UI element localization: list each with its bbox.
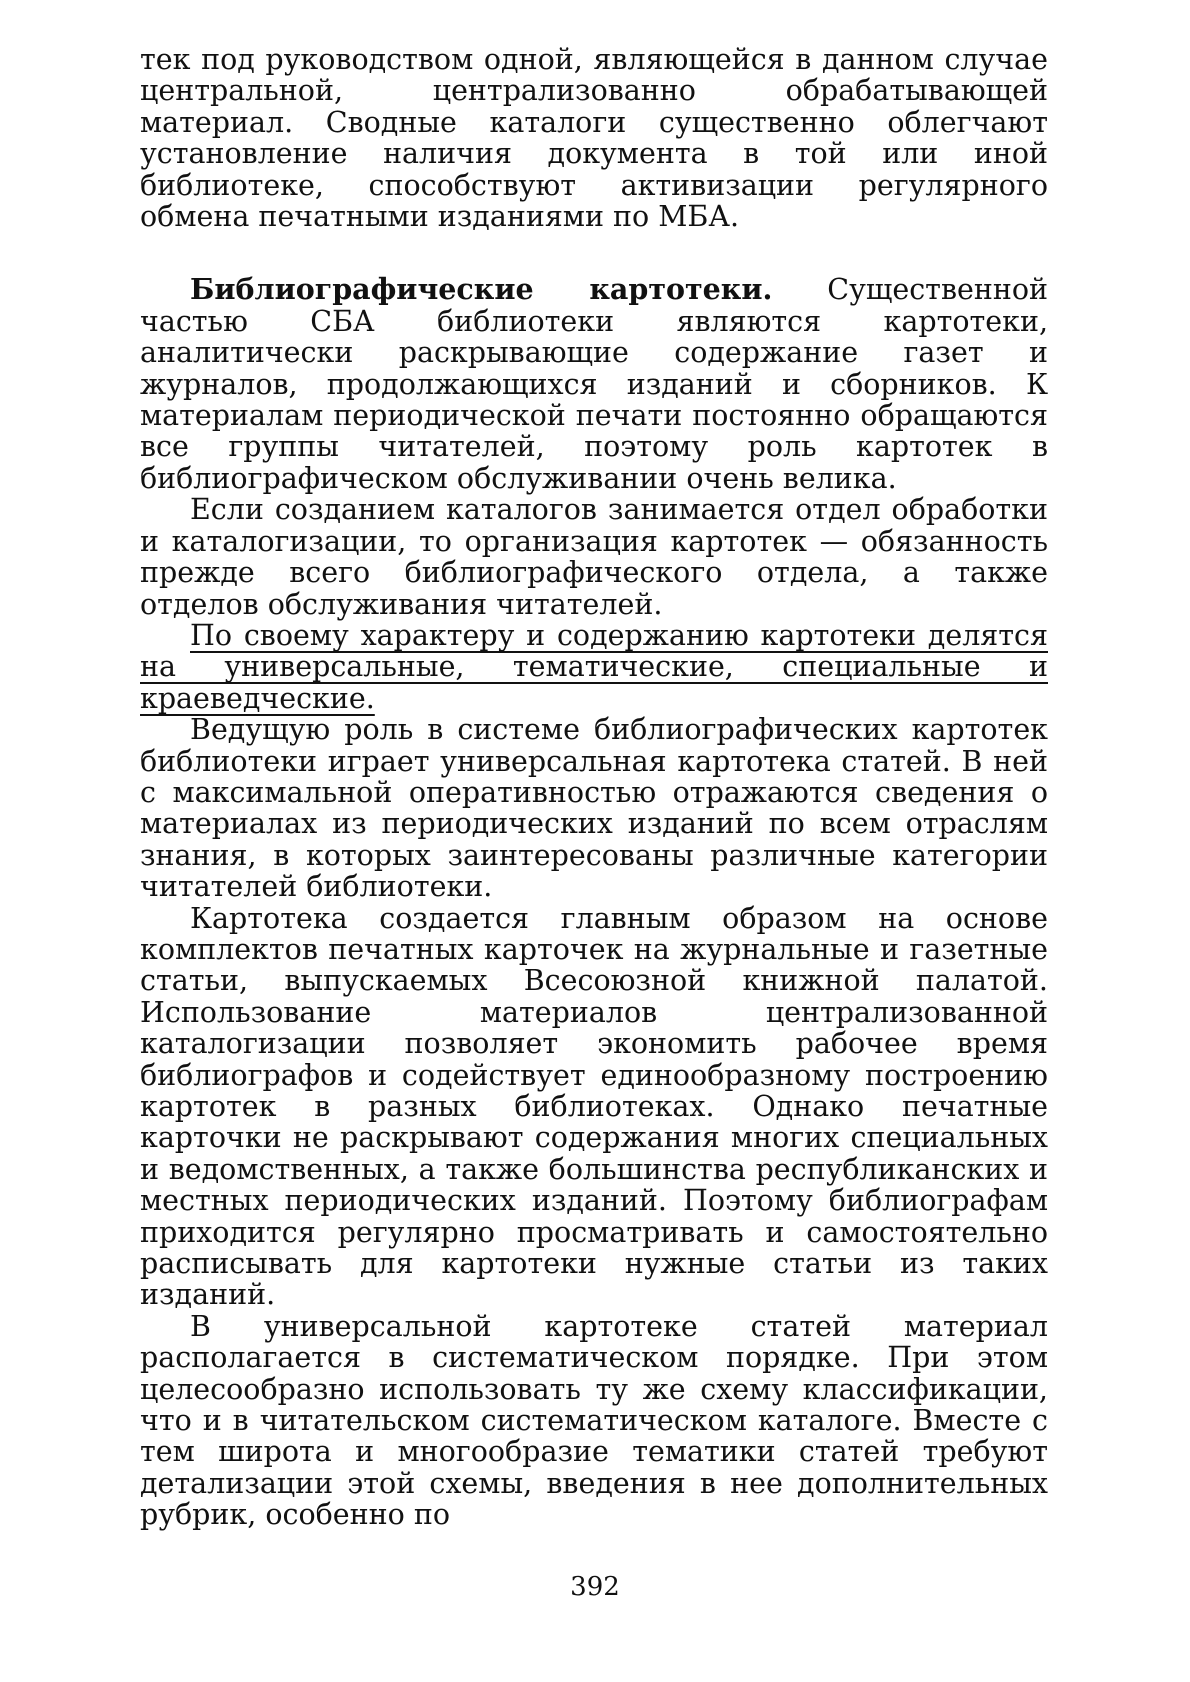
paragraph-5: Ведущую роль в системе библиографических картотек библиотеки играет универсальная картотека статей. В ней с максимальной оперативностью отражаются сведения о материалах из периодических изданий по всем отраслям знания, в которых заинтересованы различные категории читателей библиотеки. [140,713,1048,904]
page-number: 392 [570,1572,620,1602]
paragraph-3: Если созданием каталогов занимается отдел обработки и каталогизации, то организация картотек — обязанность прежде всего библиографического отдела, а также отделов обслуживания читателей. [140,493,1048,621]
paragraph-7: В универсальной картотеке статей материал располагается в систематическом порядке. При этом целесообразно использовать ту же схему классификации, что и в читательском систематическом каталоге. Вместе с тем широта и многообразие тематики статей требуют детализации этой схемы, введения в нее дополнительных рубрик, особенно по [140,1309,1048,1532]
section-heading: Библиографические картотеки. [190,272,773,307]
paragraph-4-text: По своему характеру и содержанию картотеки делятся на универсальные, тематические, специальные и краеведческие. [140,618,1048,715]
paragraph-1: тек под руководством одной, являющейся в данном случае центральной, централизованно обрабатывающей материал. Сводные каталоги существенно облегчают установление наличия документа в той или иной библиотеке, способствуют активизации регулярного обмена печатными изданиями по МБА. [140,43,1048,234]
paragraph-6: Картотека создается главным образом на основе комплектов печатных карточек на журнальные и газетные статьи, выпускаемых Всесоюзной книжной палатой. Использование материалов централизованной каталогизации позволяет экономить рабочее время библиографов и содействует единообразному построению картотек в разных библиотеках. Однако печатные карточки не раскрывают содержания многих специальных и ведомственных, а также большинства республиканских и местных периодических изданий. Поэтому библиографам приходится регулярно просматривать и самостоятельно расписывать для картотеки нужные статьи из таких изданий. [140,901,1048,1312]
paragraph-2-text: Существенной частью СБА библиотеки являются картотеки, аналитически раскрывающие содержание газет и журналов, продолжающихся изданий и сборников. К материалам периодической печати постоянно обращаются все группы читателей, поэтому роль картотек в библиографическом обслуживании очень велика. [140,273,1048,495]
paragraph-4 [140,620,1048,714]
paragraph-2 [140,274,1048,494]
page-body [140,44,1048,1531]
